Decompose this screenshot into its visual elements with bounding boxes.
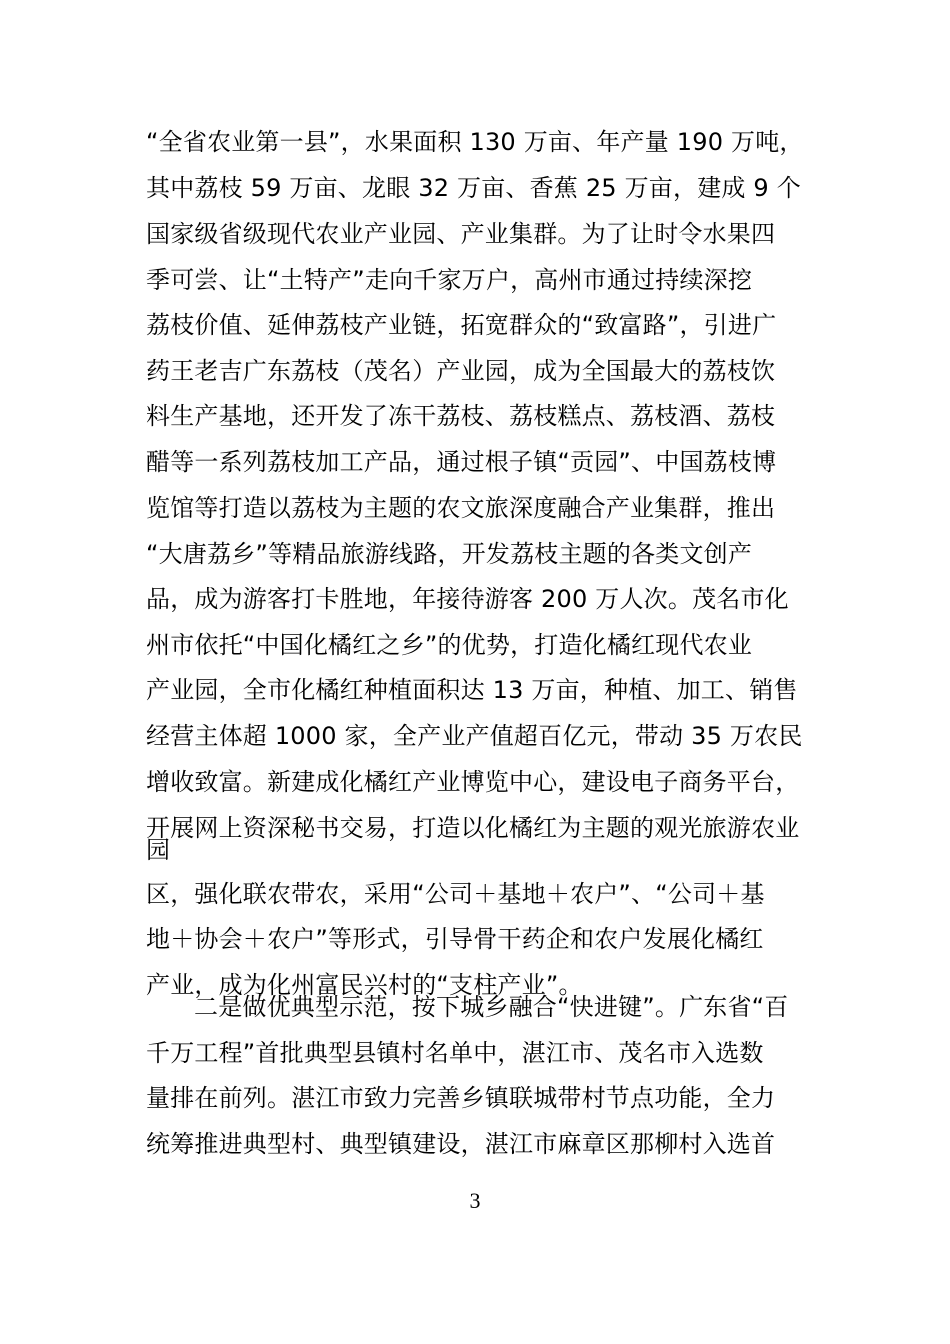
text-line: 经营主体超 1000 家，全产业产值超百亿元，带动 35 万农民 xyxy=(146,722,803,750)
text-line: 药王老吉广东荔枝（茂名）产业园，成为全国最大的荔枝饮 xyxy=(146,357,776,385)
text-line: 开展网上资深秘书交易，打造以化橘红为主题的观光旅游农业 xyxy=(146,814,800,842)
text-line: 览馆等打造以荔枝为主题的农文旅深度融合产业集群，推出 xyxy=(146,494,776,522)
text-line: 季可尝、让“土特产”走向千家万户，高州市通过持续深挖 xyxy=(146,266,753,294)
text-line: 料生产基地，还开发了冻干荔枝、荔枝糕点、荔枝酒、荔枝 xyxy=(146,402,776,430)
text-line: “全省农业第一县”，水果面积 130 万亩、年产量 190 万吨， xyxy=(146,128,804,156)
text-line: 荔枝价值、延伸荔枝产业链，拓宽群众的“致富路”，引进广 xyxy=(146,311,777,339)
text-line: 国家级省级现代农业产业园、产业集群。为了让时令水果四 xyxy=(146,220,776,248)
text-line: 地＋协会＋农户”等形式，引导骨干药企和农户发展化橘红 xyxy=(146,925,764,953)
text-line: 其中荔枝 59 万亩、龙眼 32 万亩、香蕉 25 万亩，建成 9 个 xyxy=(146,174,801,202)
text-line: 园 xyxy=(146,836,171,864)
text-line: 州市依托“中国化橘红之乡”的优势，打造化橘红现代农业 xyxy=(146,631,753,659)
text-line: 增收致富。新建成化橘红产业博览中心，建设电子商务平台， xyxy=(146,768,800,796)
page-number: 3 xyxy=(469,1188,481,1213)
text-line: 产业园，全市化橘红种植面积达 13 万亩，种植、加工、销售 xyxy=(146,676,798,704)
text-line: 量排在前列。湛江市致力完善乡镇联城带村节点功能，全力 xyxy=(146,1084,776,1112)
text-line: 品，成为游客打卡胜地，年接待游客 200 万人次。茂名市化 xyxy=(146,585,789,613)
text-line: “大唐荔乡”等精品旅游线路，开发荔枝主题的各类文创产 xyxy=(146,540,753,568)
text-line: 统筹推进典型村、典型镇建设，湛江市麻章区那柳村入选首 xyxy=(146,1130,776,1158)
text-line: 区，强化联农带农，采用“公司＋基地＋农户”、“公司＋基 xyxy=(146,880,765,908)
text-line: 产业，成为化州富民兴村的“支柱产业”。 xyxy=(146,971,583,999)
text-line: 醋等一系列荔枝加工产品，通过根子镇“贡园”、中国荔枝博 xyxy=(146,448,777,476)
paragraph-start-line: 二是做优典型示范，按下城乡融合“快进键”。广东省“百 xyxy=(194,993,789,1021)
text-line: 千万工程”首批典型县镇村名单中，湛江市、茂名市入选数 xyxy=(146,1039,764,1067)
